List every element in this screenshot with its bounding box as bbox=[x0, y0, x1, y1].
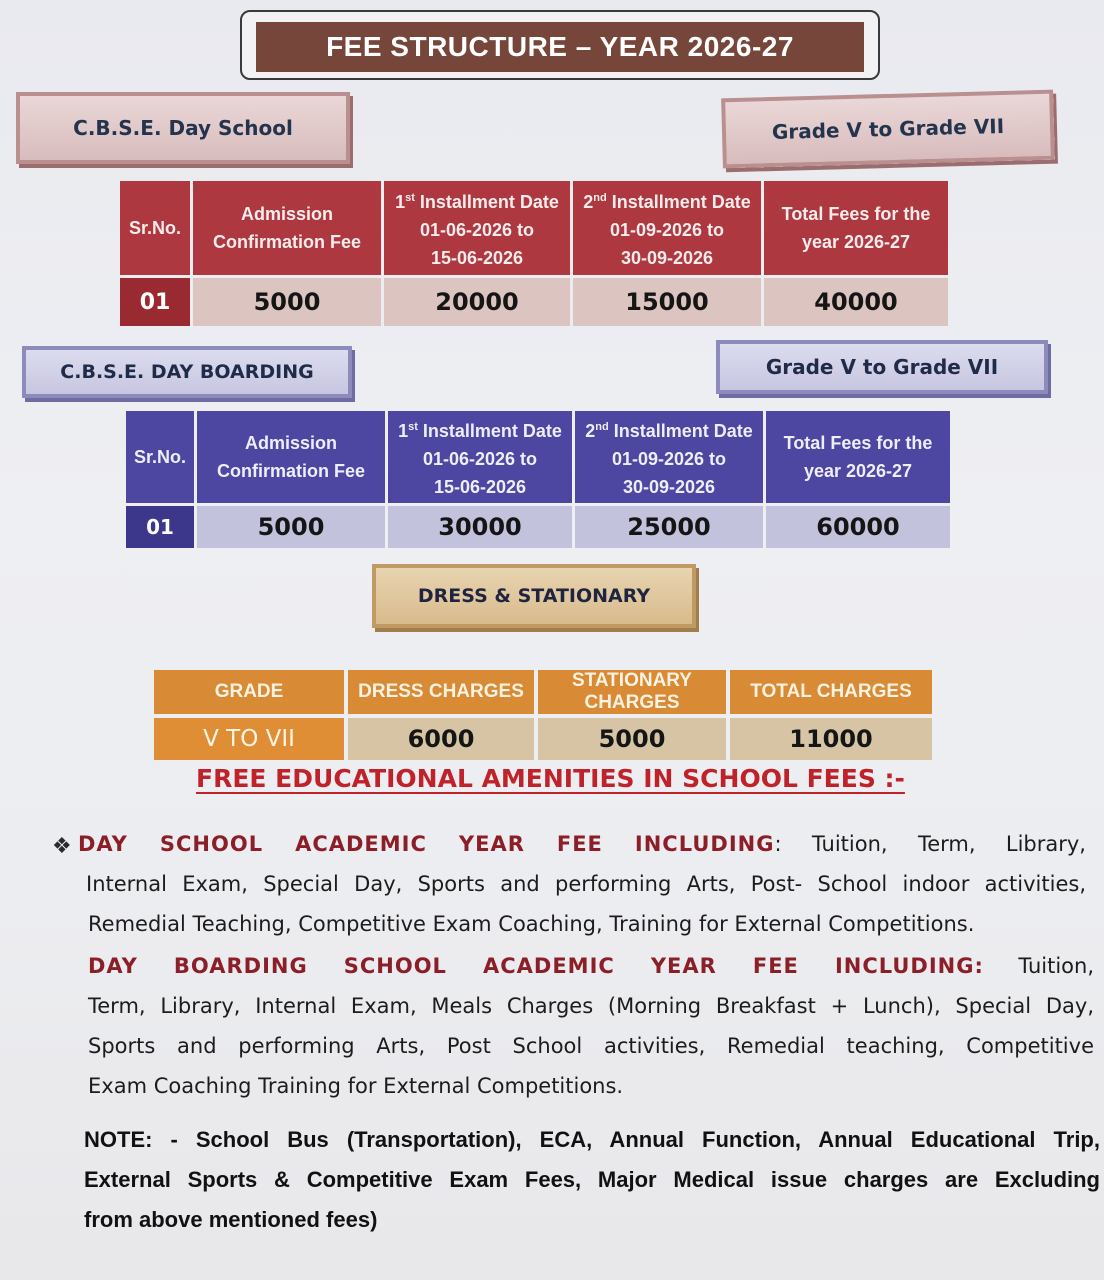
day-boarding-grade-label: Grade V to Grade VII bbox=[716, 340, 1048, 394]
cell-stationary-charges: 5000 bbox=[538, 718, 726, 760]
header-dress-charges: DRESS CHARGES bbox=[348, 670, 534, 714]
header-second-installment: 2nd Installment Date 01-09-2026 to 30-09-2026 bbox=[573, 181, 761, 275]
day-boarding-inclusions-lead: DAY BOARDING SCHOOL ACADEMIC YEAR FEE INCLUDING: bbox=[88, 954, 984, 978]
day-school-label: C.B.S.E. Day School bbox=[16, 92, 350, 164]
header-second-installment: 2nd Installment Date 01-09-2026 to 30-09-2026 bbox=[575, 411, 763, 503]
cell-first-installment: 30000 bbox=[388, 506, 572, 548]
header-first-installment: 1st Installment Date 01-06-2026 to 15-06-2026 bbox=[388, 411, 572, 503]
bullet-icon: ❖ bbox=[52, 834, 72, 859]
day-boarding-label: C.B.S.E. DAY BOARDING bbox=[22, 346, 352, 398]
header-total-fees: Total Fees for the year 2026-27 bbox=[766, 411, 950, 503]
cell-total-charges: 11000 bbox=[730, 718, 932, 760]
cell-sr-no: 01 bbox=[126, 506, 194, 548]
dress-stationary-table bbox=[150, 666, 936, 764]
header-sr-no: Sr.No. bbox=[126, 411, 194, 503]
day-school-inclusions: DAY SCHOOL ACADEMIC YEAR FEE INCLUDING: Tuition, Term, Library, Internal Exam, Special Day, Sports and performing Arts, Post- School indoor activities, Remedial Teaching, Competitive Exam Coaching, Training for External Competitions. bbox=[78, 832, 1086, 936]
cell-first-installment: 20000 bbox=[384, 278, 570, 326]
header-first-installment: 1st Installment Date 01-06-2026 to 15-06-2026 bbox=[384, 181, 570, 275]
cell-total-fees: 40000 bbox=[764, 278, 948, 326]
header-grade: GRADE bbox=[154, 670, 344, 714]
day-boarding-fee-table bbox=[123, 408, 953, 551]
cell-grade: V TO VII bbox=[154, 718, 344, 760]
header-sr-no: Sr.No. bbox=[120, 181, 190, 275]
header-admission-fee: Admission Confirmation Fee bbox=[193, 181, 381, 275]
cell-second-installment: 25000 bbox=[575, 506, 763, 548]
amenities-heading: FREE EDUCATIONAL AMENITIES IN SCHOOL FEES :- bbox=[196, 764, 905, 793]
day-school-inclusions-lead: DAY SCHOOL ACADEMIC YEAR FEE INCLUDING bbox=[78, 832, 775, 856]
day-boarding-inclusions: DAY BOARDING SCHOOL ACADEMIC YEAR FEE INCLUDING: Tuition, Term, Library, Internal Exam, Meals Charges (Morning Breakfast + Lunch), Special Day, Sports and performing Arts, Post School activities, Remedial teaching, Competitive Exam Coaching Training for External Competitions. bbox=[88, 954, 1094, 1098]
cell-sr-no: 01 bbox=[120, 278, 190, 326]
header-stationary-charges: STATIONARY CHARGES bbox=[538, 670, 726, 714]
header-total-fees: Total Fees for the year 2026-27 bbox=[764, 181, 948, 275]
day-school-grade-label: Grade V to Grade VII bbox=[721, 90, 1055, 169]
table-row bbox=[154, 718, 932, 760]
header-total-charges: TOTAL CHARGES bbox=[730, 670, 932, 714]
table-row bbox=[120, 278, 948, 326]
exclusions-note: NOTE: - School Bus (Transportation), ECA, Annual Function, Annual Educational Trip, External Sports & Competitive Exam Fees, Major Medical issue charges are Excluding from above mentioned fees) bbox=[84, 1127, 1100, 1232]
cell-admission-fee: 5000 bbox=[197, 506, 385, 548]
table-row bbox=[126, 506, 950, 548]
cell-second-installment: 15000 bbox=[573, 278, 761, 326]
page-title: FEE STRUCTURE – YEAR 2026-27 bbox=[256, 22, 864, 72]
cell-admission-fee: 5000 bbox=[193, 278, 381, 326]
header-admission-fee: Admission Confirmation Fee bbox=[197, 411, 385, 503]
cell-dress-charges: 6000 bbox=[348, 718, 534, 760]
dress-stationary-label: DRESS & STATIONARY bbox=[372, 564, 696, 628]
cell-total-fees: 60000 bbox=[766, 506, 950, 548]
day-school-fee-table bbox=[117, 178, 951, 329]
